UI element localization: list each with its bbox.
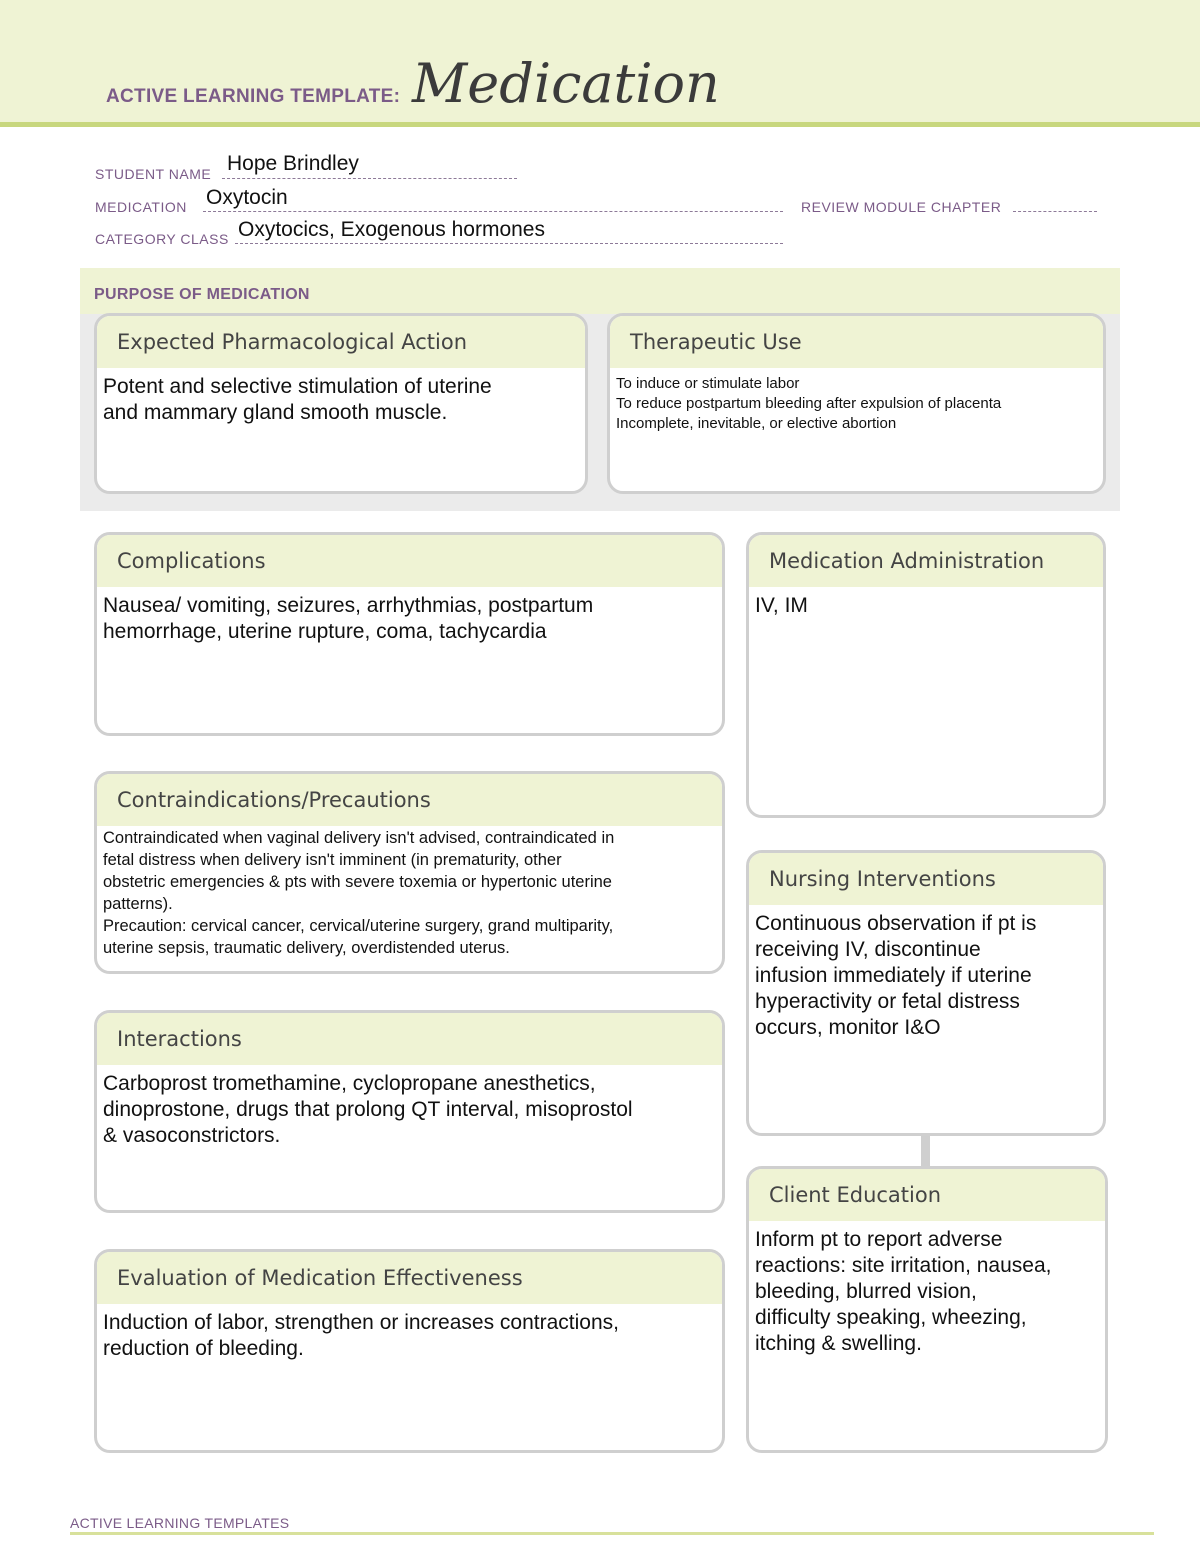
contraindications-card: [94, 771, 725, 974]
text-line: & vasoconstrictors.: [103, 1124, 281, 1147]
interactions-text[interactable]: [97, 1065, 722, 1149]
text-line: Continuous observation if pt is: [755, 912, 1037, 935]
text-line: Nausea/ vomiting, seizures, arrhythmias, postpartum: [103, 594, 594, 617]
category-class-line: [235, 243, 783, 244]
template-label: ACTIVE LEARNING TEMPLATE:: [106, 86, 401, 107]
text-line: difficulty speaking, wheezing,: [755, 1306, 1027, 1329]
review-module-label: REVIEW MODULE CHAPTER: [801, 199, 1002, 215]
text-line: Inform pt to report adverse: [755, 1228, 1003, 1251]
card-title: Expected Pharmacological Action: [97, 316, 585, 368]
text-line: hemorrhage, uterine rupture, coma, tachycardia: [103, 620, 547, 643]
therapeutic-use-card: [607, 313, 1106, 494]
complications-card: [94, 532, 725, 736]
text-line: reduction of bleeding.: [103, 1337, 304, 1360]
text-line: Contraindicated when vaginal delivery isn't advised, contraindicated in: [103, 829, 615, 847]
client-education-card: [746, 1166, 1108, 1453]
card-connector: [921, 1134, 930, 1168]
text-line: Carboprost tromethamine, cyclopropane anesthetics,: [103, 1072, 596, 1095]
card-title: Contraindications/Precautions: [97, 774, 722, 826]
purpose-label: PURPOSE OF MEDICATION: [94, 286, 310, 303]
expected-action-text[interactable]: [97, 368, 585, 426]
page-title: Medication: [412, 52, 720, 115]
text-line: To reduce postpartum bleeding after expulsion of placenta: [616, 395, 1002, 412]
text-line: occurs, monitor I&O: [755, 1016, 941, 1039]
student-name-line: [222, 178, 517, 179]
text-line: uterine sepsis, traumatic delivery, overdistended uterus.: [103, 939, 510, 957]
contraindications-text[interactable]: [97, 826, 722, 959]
card-title: Evaluation of Medication Effectiveness: [97, 1252, 722, 1304]
medication-administration-text[interactable]: [749, 587, 1103, 619]
medication-label: MEDICATION: [95, 199, 187, 215]
text-line: Incomplete, inevitable, or elective abortion: [616, 415, 897, 432]
therapeutic-use-text[interactable]: [610, 368, 1103, 434]
category-class-label: CATEGORY CLASS: [95, 231, 229, 247]
expected-action-card: [94, 313, 588, 494]
text-line: reactions: site irritation, nausea,: [755, 1254, 1052, 1277]
card-title: Therapeutic Use: [610, 316, 1103, 368]
text-line: To induce or stimulate labor: [616, 375, 800, 392]
text-line: hyperactivity or fetal distress: [755, 990, 1020, 1013]
card-title: Client Education: [749, 1169, 1105, 1221]
text-line: itching & swelling.: [755, 1332, 922, 1355]
medication-field[interactable]: Oxytocin: [206, 186, 288, 209]
student-name-field[interactable]: Hope Brindley: [227, 152, 359, 175]
evaluation-text[interactable]: [97, 1304, 722, 1362]
card-title: Complications: [97, 535, 722, 587]
card-title: Interactions: [97, 1013, 722, 1065]
student-name-label: STUDENT NAME: [95, 166, 212, 182]
text-line: infusion immediately if uterine: [755, 964, 1032, 987]
text-line: bleeding, blurred vision,: [755, 1280, 977, 1303]
text-line: Induction of labor, strengthen or increases contractions,: [103, 1311, 619, 1334]
footer-label: ACTIVE LEARNING TEMPLATES: [70, 1515, 290, 1531]
evaluation-card: [94, 1249, 725, 1453]
client-education-text[interactable]: [749, 1221, 1105, 1357]
nursing-interventions-card: [746, 850, 1106, 1136]
text-line: dinoprostone, drugs that prolong QT interval, misoprostol: [103, 1098, 633, 1121]
text-line: IV, IM: [755, 594, 808, 617]
review-module-line: [1013, 211, 1097, 212]
text-line: Potent and selective stimulation of uterine: [103, 375, 492, 398]
medication-line: [203, 211, 783, 212]
category-class-field[interactable]: Oxytocics, Exogenous hormones: [238, 218, 545, 241]
medication-administration-card: [746, 532, 1106, 818]
complications-text[interactable]: [97, 587, 722, 645]
text-line: obstetric emergencies & pts with severe toxemia or hypertonic uterine: [103, 873, 612, 891]
text-line: and mammary gland smooth muscle.: [103, 401, 448, 424]
nursing-interventions-text[interactable]: [749, 905, 1103, 1041]
text-line: patterns).: [103, 895, 173, 913]
text-line: receiving IV, discontinue: [755, 938, 981, 961]
card-title: Nursing Interventions: [749, 853, 1103, 905]
footer-divider: [70, 1532, 1154, 1535]
interactions-card: [94, 1010, 725, 1213]
header-divider: [0, 122, 1200, 127]
card-title: Medication Administration: [749, 535, 1103, 587]
text-line: fetal distress when delivery isn't imminent (in prematurity, other: [103, 851, 562, 869]
text-line: Precaution: cervical cancer, cervical/uterine surgery, grand multiparity,: [103, 917, 614, 935]
